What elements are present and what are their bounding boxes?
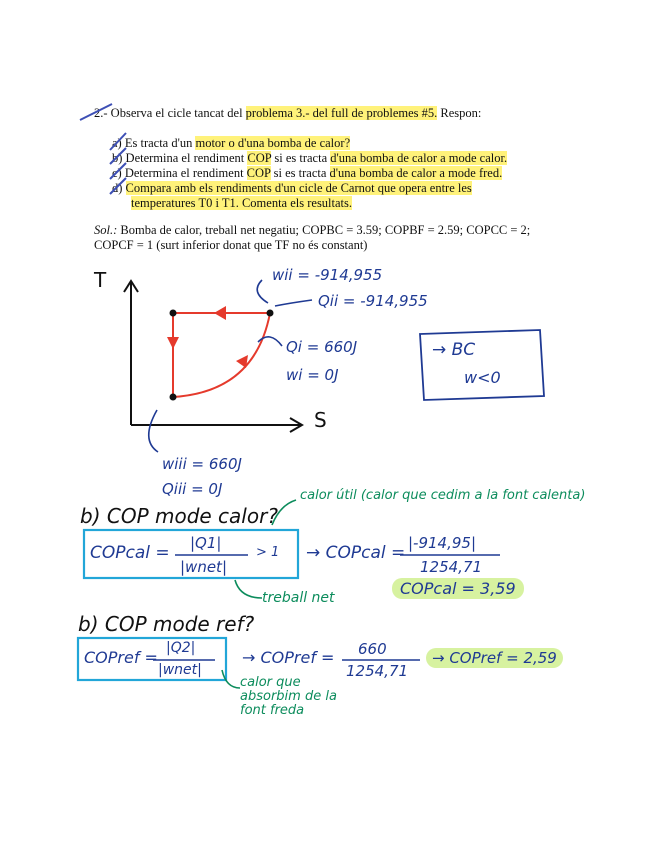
strike-mark xyxy=(80,104,112,120)
solution-text: COPCF = 1 (surt inferior donat que TF no és constant) xyxy=(94,238,368,252)
label-w-iii: wiii = 660J xyxy=(162,455,242,473)
state-point xyxy=(170,394,177,401)
question-text: Es tracta d'un xyxy=(124,136,196,150)
question-highlight: COP xyxy=(247,151,272,165)
axis-label-t: T xyxy=(94,268,107,292)
question-highlight: d'una bomba de calor a mode fred. xyxy=(329,166,503,180)
strike-mark xyxy=(110,148,126,164)
note-pointer xyxy=(235,580,262,598)
label-q-ii: Qii = -914,955 xyxy=(318,292,428,310)
label-w-ii: wii = -914,955 xyxy=(272,266,383,284)
formula-numerator: |Q1| xyxy=(190,534,222,552)
label-q-i: Qi = 660J xyxy=(286,338,358,356)
calc-denominator: 1254,71 xyxy=(346,662,409,680)
question-text: si es tracta xyxy=(271,151,331,165)
pointer-stroke xyxy=(275,300,312,306)
question-letter: d) xyxy=(112,181,123,195)
note-net-work: treball net xyxy=(262,590,335,606)
formula-numerator: |Q2| xyxy=(166,640,196,656)
formula-gt-one: > 1 xyxy=(256,545,280,560)
formula-lhs: COPref = xyxy=(84,648,158,667)
note-cold-heat: calor que absorbim de la font freda xyxy=(240,675,337,718)
calc-lhs: → COPref = xyxy=(242,648,335,667)
cycle-arrow xyxy=(167,337,179,349)
note-pointer xyxy=(222,670,240,688)
state-point xyxy=(267,310,274,317)
calc-denominator: 1254,71 xyxy=(420,558,483,576)
cycle-arrow xyxy=(214,306,226,320)
question-highlight: COP xyxy=(246,166,271,180)
problem-number: 2.- xyxy=(94,106,108,120)
question-highlight: motor o d'una bomba de calor? xyxy=(195,136,351,150)
question-highlight: d'una bomba de calor a mode calor. xyxy=(330,151,508,165)
question-text: Determina el rendiment xyxy=(125,151,248,165)
question-highlight: Compara amb els rendiments d'un cicle de Carnot que opera entre les xyxy=(125,181,472,195)
intro-highlight: problema 3.- del full de problemes #5. xyxy=(245,106,438,120)
result-cop-heat: COPcal = 3,59 xyxy=(392,578,524,599)
question-text: Determina el rendiment xyxy=(124,166,247,180)
intro-text-end: Respon: xyxy=(437,106,482,120)
solution-text: Bomba de calor, treball net negatiu; COPBC = 3.59; COPBF = 2.59; COPCC = 2; xyxy=(117,223,531,237)
strike-mark xyxy=(110,133,126,150)
solution-label: Sol.: xyxy=(94,223,118,237)
formula-lhs: COPcal = xyxy=(90,543,170,563)
heading-cop-ref: b) COP mode ref? xyxy=(78,612,255,636)
question-letter: c) xyxy=(112,166,122,180)
intro-text: Observa el cicle tancat del xyxy=(110,106,246,120)
question-letter: b) xyxy=(112,151,123,165)
cycle-curve xyxy=(173,313,270,397)
result-cop-ref: → COPref = 2,59 xyxy=(426,648,563,668)
strike-mark xyxy=(110,163,126,179)
note-useful-heat: calor útil (calor que cedim a la font calenta) xyxy=(300,488,586,503)
heading-cop-heat: b) COP mode calor? xyxy=(80,504,278,528)
question-text: si es tracta xyxy=(270,166,330,180)
strike-mark xyxy=(110,178,126,194)
calc-numerator: 660 xyxy=(358,640,387,658)
cycle-arrow xyxy=(236,355,248,368)
pointer-stroke xyxy=(257,280,268,303)
box-line-1: → BC xyxy=(432,340,476,360)
box-line-2: w<0 xyxy=(464,368,501,387)
question-letter: a) xyxy=(112,136,122,150)
pointer-stroke xyxy=(149,410,158,452)
label-q-iii: Qiii = 0J xyxy=(162,480,223,498)
calc-lhs: → COPcal = xyxy=(306,543,406,563)
question-highlight: temperatures T0 i T1. Comenta els resultats. xyxy=(131,196,353,210)
axis-label-s: S xyxy=(314,408,327,432)
label-w-i: wi = 0J xyxy=(286,366,339,384)
formula-denominator: |wnet| xyxy=(158,662,202,678)
formula-denominator: |wnet| xyxy=(180,558,227,576)
state-point xyxy=(170,310,177,317)
calc-numerator: |-914,95| xyxy=(408,534,477,552)
